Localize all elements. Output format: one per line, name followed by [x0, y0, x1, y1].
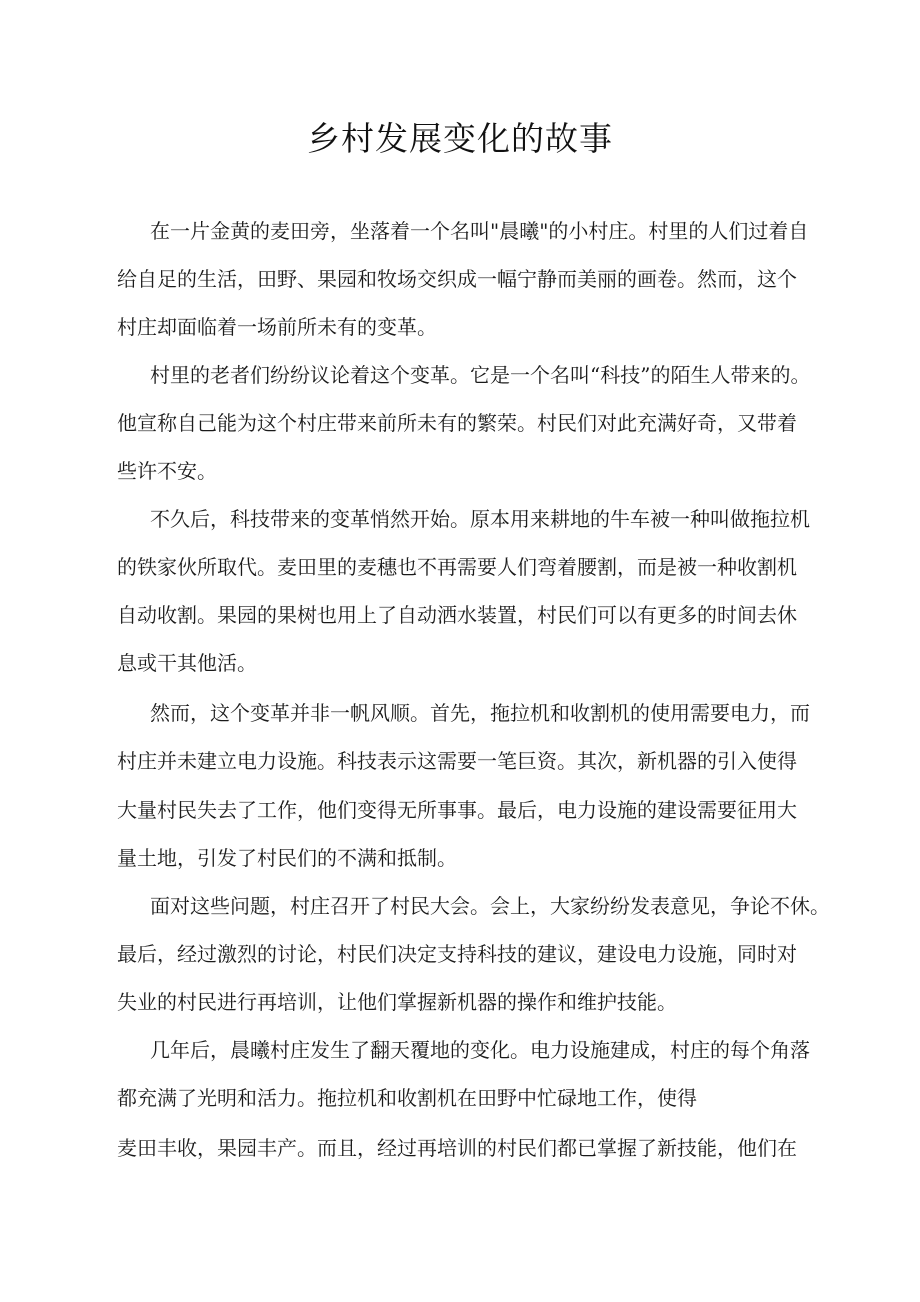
paragraph-3-line-1: 不久后，科技带来的变革悄然开始。原本用来耕地的牛车被一种叫做拖拉机 — [150, 507, 810, 531]
paragraph-4-line-3: 大量村民失去了工作，他们变得无所事事。最后，电力设施的建设需要征用大 — [117, 798, 797, 822]
paragraph-4-line-4: 量土地，引发了村民们的不满和抵制。 — [117, 846, 457, 870]
paragraph-5-line-2: 最后，经过激烈的讨论，村民们决定支持科技的建议，建设电力设施，同时对 — [117, 942, 797, 966]
paragraph-5-line-3: 失业的村民进行再培训，让他们掌握新机器的操作和维护技能。 — [117, 990, 677, 1014]
paragraph-4-line-1: 然而，这个变革并非一帆风顺。首先，拖拉机和收割机的使用需要电力，而 — [150, 701, 810, 725]
paragraph-4-line-2: 村庄并未建立电力设施。科技表示这需要一笔巨资。其次，新机器的引入使得 — [117, 749, 797, 773]
paragraph-5-line-1: 面对这些问题，村庄召开了村民大会。会上，大家纷纷发表意见，争论不休。 — [150, 894, 830, 918]
paragraph-1-line-1: 在一片金黄的麦田旁，坐落着一个名叫"晨曦"的小村庄。村里的人们过着自 — [150, 219, 809, 243]
paragraph-3-line-4: 息或干其他活。 — [117, 651, 257, 675]
paragraph-3-line-2: 的铁家伙所取代。麦田里的麦穗也不再需要人们弯着腰割，而是被一种收割机 — [117, 555, 797, 579]
paragraph-3-line-3: 自动收割。果园的果树也用上了自动洒水装置，村民们可以有更多的时间去休 — [117, 603, 797, 627]
paragraph-1-line-3: 村庄却面临着一场前所未有的变革。 — [117, 315, 437, 339]
paragraph-2-line-2: 他宣称自己能为这个村庄带来前所未有的繁荣。村民们对此充满好奇，又带着 — [117, 411, 797, 435]
paragraph-1-line-2: 给自足的生活，田野、果园和牧场交织成一幅宁静而美丽的画卷。然而，这个 — [117, 267, 797, 291]
paragraph-2-line-3: 些许不安。 — [117, 459, 217, 483]
paragraph-6-line-3: 麦田丰收，果园丰产。而且，经过再培训的村民们都已掌握了新技能，他们在 — [117, 1136, 797, 1160]
document-title: 乡村发展变化的故事 — [307, 119, 613, 158]
paragraph-6-line-1: 几年后，晨曦村庄发生了翻天覆地的变化。电力设施建成，村庄的每个角落 — [150, 1038, 810, 1062]
paragraph-6-line-2: 都充满了光明和活力。拖拉机和收割机在田野中忙碌地工作，使得 — [117, 1086, 697, 1110]
paragraph-2-line-1: 村里的老者们纷纷议论着这个变革。它是一个名叫“科技”的陌生人带来的。 — [150, 363, 811, 387]
